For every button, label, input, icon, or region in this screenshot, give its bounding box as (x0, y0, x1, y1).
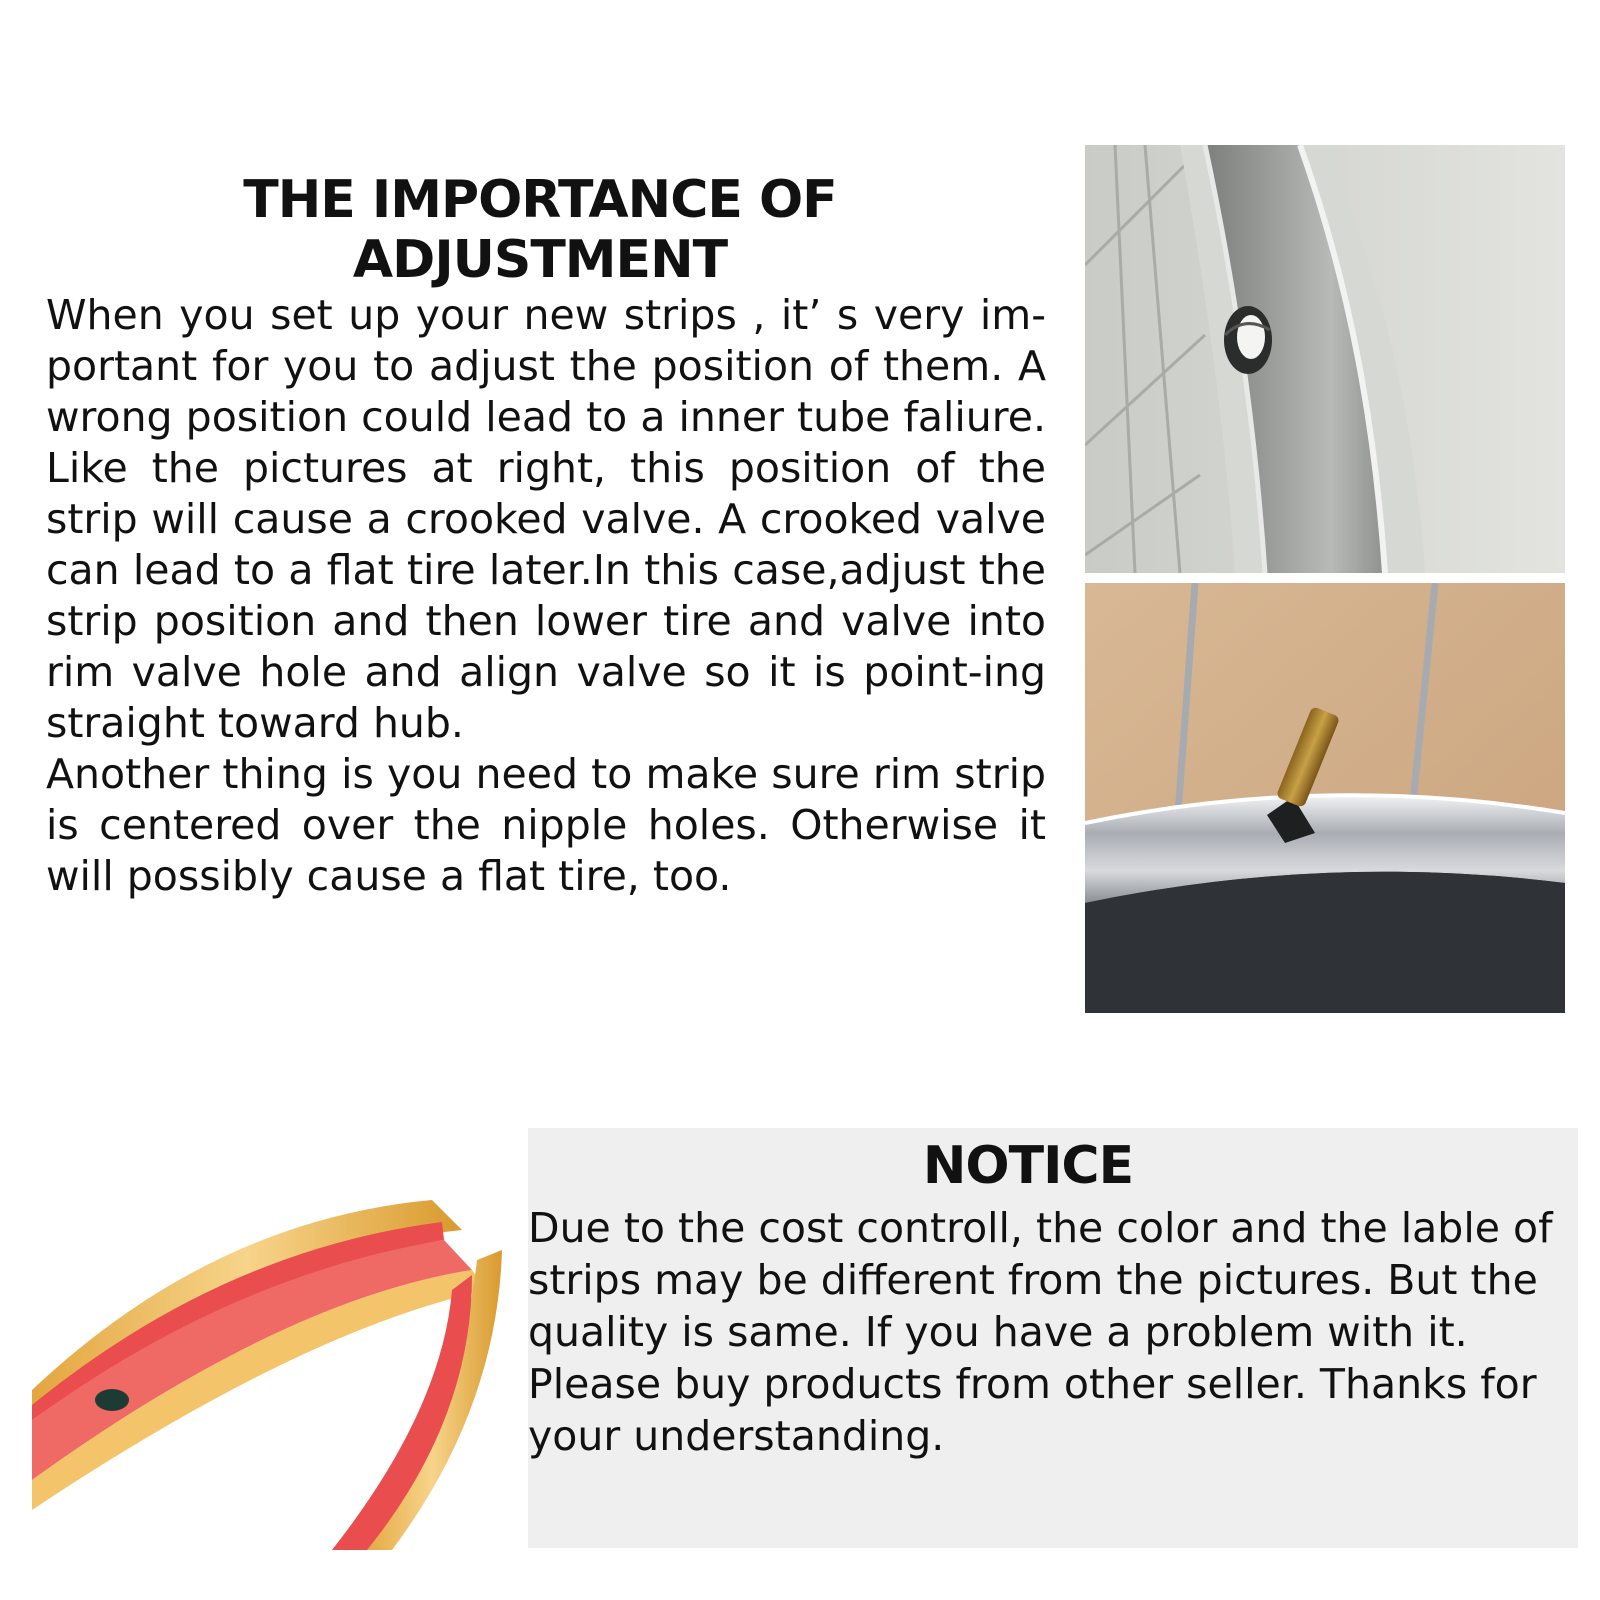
crooked-valve-photo (1085, 583, 1565, 1013)
notice-panel (528, 1128, 1578, 1548)
adjustment-paragraph-2: Another thing is you need to make sure rim strip is centered over the nipple holes. Otherwise it will possibly cause a flat tire, too. (46, 750, 1046, 900)
rim-valve-hole-photo (1085, 145, 1565, 573)
section-title: THE IMPORTANCE OF ADJUSTMENT (243, 170, 837, 290)
notice-title: NOTICE (922, 1136, 1134, 1196)
adjustment-description (46, 290, 1046, 902)
adjustment-paragraph-1: When you set up your new strips , it’ s very im-portant for you to adjust the position of them. A wrong position could lead to a inner tube faliure. Like the pictures at right, this position of the strip will cause a crooked valve. A crooked valve can lead to a flat tire later.In this case,adjust the strip position and then lower tire and valve into rim valve hole and align valve so it is point-ing straight toward hub. (46, 291, 1046, 747)
rim-strip-product-photo (32, 1180, 502, 1550)
notice-text: Due to the cost controll, the color and the lable of strips may be different from the pictures. But the quality is same. If you have a problem with it. Please buy products from other seller. Thanks for your understanding. (528, 1204, 1553, 1460)
